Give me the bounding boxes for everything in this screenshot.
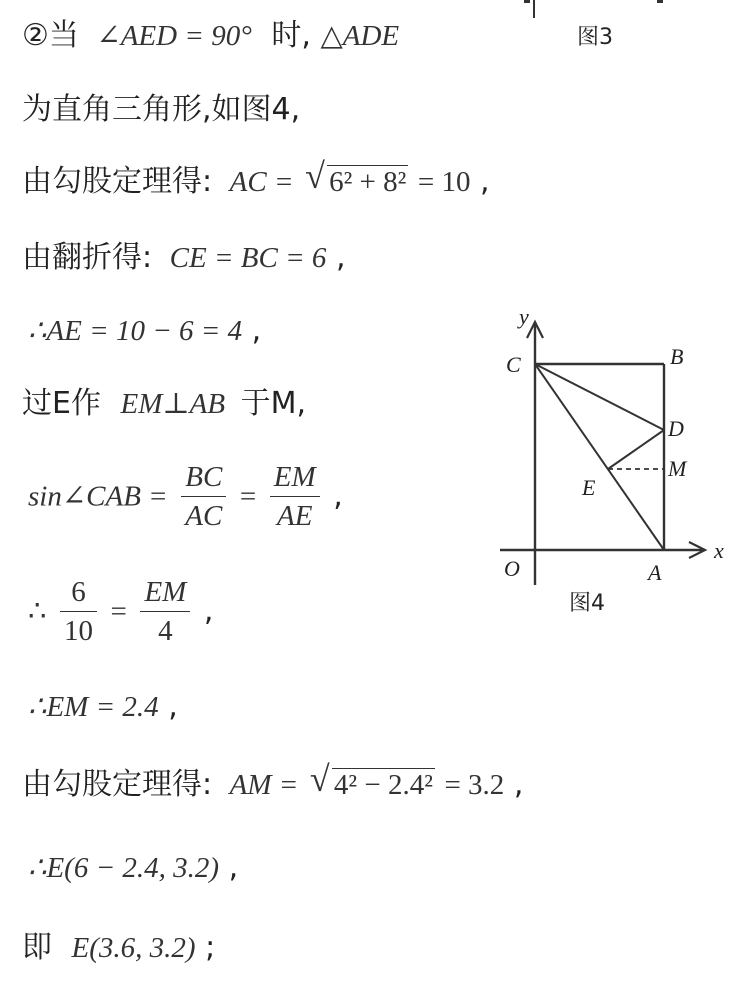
label-a: A	[648, 560, 662, 585]
line8-frac2-numerator: EM	[140, 575, 190, 612]
line9-tail: ,	[168, 689, 178, 724]
label-e: E	[582, 475, 596, 500]
line6-prefix: 过E作	[22, 386, 101, 421]
line10-radicand: 4² − 2.4²	[333, 769, 433, 801]
line-2	[22, 92, 300, 128]
line-7	[28, 460, 343, 540]
line10-tail: ,	[513, 767, 524, 802]
line-11	[28, 850, 238, 886]
line5-tail: ,	[251, 313, 262, 348]
line7-fraction-em-ae	[270, 460, 320, 533]
label-c: C	[506, 352, 521, 377]
label-b: B	[670, 344, 684, 369]
line6-math: EM⊥AB	[120, 388, 226, 420]
line4-math: CE = BC = 6	[169, 242, 327, 274]
line-6	[22, 386, 306, 422]
line-3	[22, 156, 490, 200]
line5-math: ∴AE = 10 − 6 = 4	[28, 315, 243, 347]
line8-tail: ,	[203, 593, 214, 629]
line3-tail: ,	[480, 164, 490, 199]
label-d: D	[668, 416, 684, 441]
figure4-caption: 图4	[569, 591, 605, 616]
label-m: M	[668, 456, 687, 481]
line7-frac1-numerator: BC	[181, 460, 226, 497]
line3-lhs: AC =	[229, 166, 294, 198]
line1-mid: 时,	[271, 18, 311, 53]
line-4	[22, 240, 346, 276]
line4-tail: ,	[335, 240, 346, 275]
line-10	[22, 759, 524, 803]
figure3-caption: 图3	[577, 25, 613, 50]
line12-math: E(3.6, 3.2)	[71, 932, 196, 964]
line3-rhs: = 10	[417, 166, 471, 198]
segment-cd	[535, 364, 664, 430]
line1-prefix: ②当	[22, 18, 79, 53]
line7-fraction-bc-ac	[181, 460, 226, 533]
line8-frac1-numerator: 6	[60, 575, 97, 612]
line7-frac1-denominator: AC	[185, 500, 223, 532]
label-o: O	[504, 556, 520, 581]
line3-sqrt: √ 6² + 8²	[305, 156, 407, 198]
line8-therefore: ∴	[28, 595, 47, 628]
line6-suffix: 于M,	[240, 386, 307, 421]
line7-equals: =	[239, 480, 257, 513]
label-y: y	[519, 304, 529, 329]
line10-sqrt: √ 4² − 2.4²	[309, 759, 433, 801]
line7-frac2-numerator: EM	[270, 460, 320, 497]
line8-fraction-6-10	[60, 575, 97, 648]
line-9	[28, 689, 178, 725]
line7-frac2-denominator: AE	[277, 500, 313, 532]
line8-frac1-denominator: 10	[64, 615, 93, 647]
line8-frac2-denominator: 4	[158, 615, 173, 647]
line1-triangle: △ADE	[320, 20, 400, 52]
line-5	[28, 313, 261, 349]
line12-prefix: 即	[22, 930, 52, 965]
line9-math: ∴EM = 2.4	[28, 691, 159, 723]
line10-lhs: AM =	[229, 769, 299, 801]
line3-radicand: 6² + 8²	[329, 166, 407, 198]
line4-text: 由翻折得:	[22, 240, 153, 275]
line10-rhs: = 3.2	[444, 769, 505, 801]
line10-text: 由勾股定理得:	[22, 767, 213, 802]
line8-equals: =	[110, 595, 127, 628]
segment-de	[608, 430, 664, 469]
line8-fraction-em-4	[140, 575, 190, 648]
figure4-diagram	[490, 300, 745, 590]
figure3-remnant	[500, 0, 680, 20]
line11-tail: ,	[228, 850, 239, 885]
line7-lhs: sin∠CAB =	[28, 480, 168, 513]
line-12	[22, 930, 215, 966]
line-8	[28, 575, 213, 655]
line11-math: ∴E(6 − 2.4, 3.2)	[28, 852, 220, 884]
segment-ca	[535, 364, 664, 550]
line2-text: 为直角三角形,如图4,	[22, 92, 301, 127]
label-x: x	[714, 538, 724, 563]
line12-tail: ;	[205, 930, 216, 965]
line3-text: 由勾股定理得:	[22, 164, 213, 199]
line7-tail: ,	[333, 478, 343, 514]
line1-angle: ∠AED = 90°	[96, 20, 252, 52]
line-1	[22, 18, 399, 54]
